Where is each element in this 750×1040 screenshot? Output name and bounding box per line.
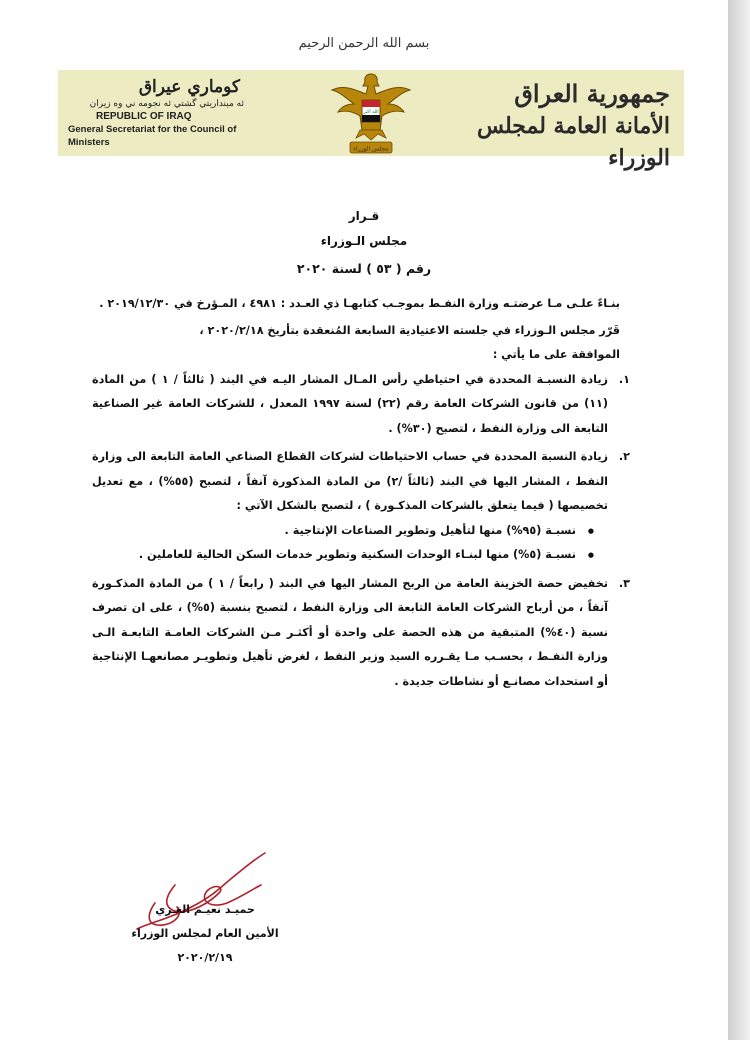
decree-body	[92, 292, 630, 694]
letterhead-latin	[68, 76, 268, 149]
signatory-name: حميـد نعيـم الغـزي	[155, 903, 255, 916]
basmala: بسم الله الرحمن الرحيم	[298, 36, 430, 51]
session-paragraph: قَرّر مجلس الـوزراء في جلسته الاعتيادية السابعة المُنعقدة بتأريخ ٢٠٢٠/٢/١٨ ،	[199, 323, 620, 337]
item-number: ٣.	[618, 576, 630, 590]
decree-label: قـرار	[348, 209, 380, 223]
approval-line: الموافقة على ما يأتي :	[492, 348, 620, 361]
letterhead-arabic	[470, 78, 670, 174]
signatory-position: الأمين العام لمجلس الوزراء	[131, 927, 279, 940]
decree-title	[0, 204, 728, 284]
secretariat-kurdish: ئه مينداريتي گشتي ئه نجومه ني وه زيران	[89, 99, 244, 109]
signature-date: ٢٠٢٠/٢/١٩	[177, 951, 233, 964]
item-number: ١.	[618, 372, 630, 386]
decision-item-1	[92, 368, 630, 442]
svg-text:مجلس الوزراء: مجلس الوزراء	[353, 145, 389, 153]
council-label: مجلس الـوزراء	[320, 234, 408, 248]
eagle-emblem-icon	[326, 68, 416, 160]
republic-kurdish: كوماري عيراق	[138, 77, 240, 97]
list-item: ● نسبـة (٥%) منها لبنـاء الوحدات السكنية وتطوير خدمات السكن الحالية للعاملين .	[92, 543, 576, 568]
item-text: زيادة النسبـة المحددة في احتياطي رأس المـال المشار اليـه في البند ( ثالثاً / ١ ) من المادة (١١) من قانون الشركات العامة رقم (٢٢) لسنة ١٩٩٧ المعدل ، للشركات العامة غير الصناعية التابعة الى وزارة النفط ، لتصبح (٣٠%) .	[92, 372, 608, 435]
letterhead	[58, 70, 684, 171]
signature-block	[100, 898, 310, 970]
intro-paragraph: بنـاءً علـى مـا عرضتـه وزارة النفـط بموجـب كتابهـا ذي العـدد : ٤٩٨١ ، المـؤرخ في ٢٠١٩/١٢/٣٠ .	[99, 297, 620, 310]
secretariat-english: General Secretariat for the Council of Ministers	[68, 124, 237, 148]
decree-number: رقم ( ٥٣ ) لسنة ٢٠٢٠	[296, 261, 432, 276]
decision-item-2	[92, 445, 630, 568]
item-number: ٢.	[618, 450, 630, 463]
item-text: تخفيض حصة الخزينة العامة من الربح المشار اليها في البند ( رابعاً / ١ ) من المادة المذكـورة آنفاً ، من أرباح الشركات العامة التابعة الى وزارة النفط ، لتصبح بنسبة (٥%) ، على ان تصرف نسبة (٤٠%) المتبقية من هذه الحصة على واحدة أو أكثـر مـن الشركات العامـة التابعـة الـى وزارة النفـط ، بحسـب مـا يقـرره السيد وزير النفط ، لغرض تأهيل وتطويـر مصانعهـا الإنتاجية أو استحداث مصانـع أو نشاطات جديدة .	[92, 576, 608, 688]
secretariat-arabic: الأمانة العامة لمجلس الوزراء	[476, 113, 670, 171]
item-text: زيادة النسبة المحددة في حساب الاحتياطات لشركات القطاع الصناعي العامة التابعة الى وزارة النفط ، المشار اليها في البند (ثالثاً /٢) من المادة المذكورة آنفاً ، لتصبح (٥٥%) ، مع تعديل تخصيصها ( فيما يتعلق بالشركات المذكـورة ) ، لتصبح بالشكل الآتي :	[92, 450, 608, 512]
republic-arabic: جمهورية العراق	[514, 79, 670, 108]
allocation-list	[92, 519, 608, 568]
republic-english: REPUBLIC OF IRAQ	[96, 111, 192, 122]
list-item: ● نسبـة (٩٥%) منها لتأهيل وتطوير الصناعات الإنتاجية .	[92, 519, 576, 544]
svg-text:الله أكبر: الله أكبر	[363, 110, 379, 115]
decision-item-3	[92, 572, 630, 695]
page-edge-shadow	[728, 0, 750, 1040]
